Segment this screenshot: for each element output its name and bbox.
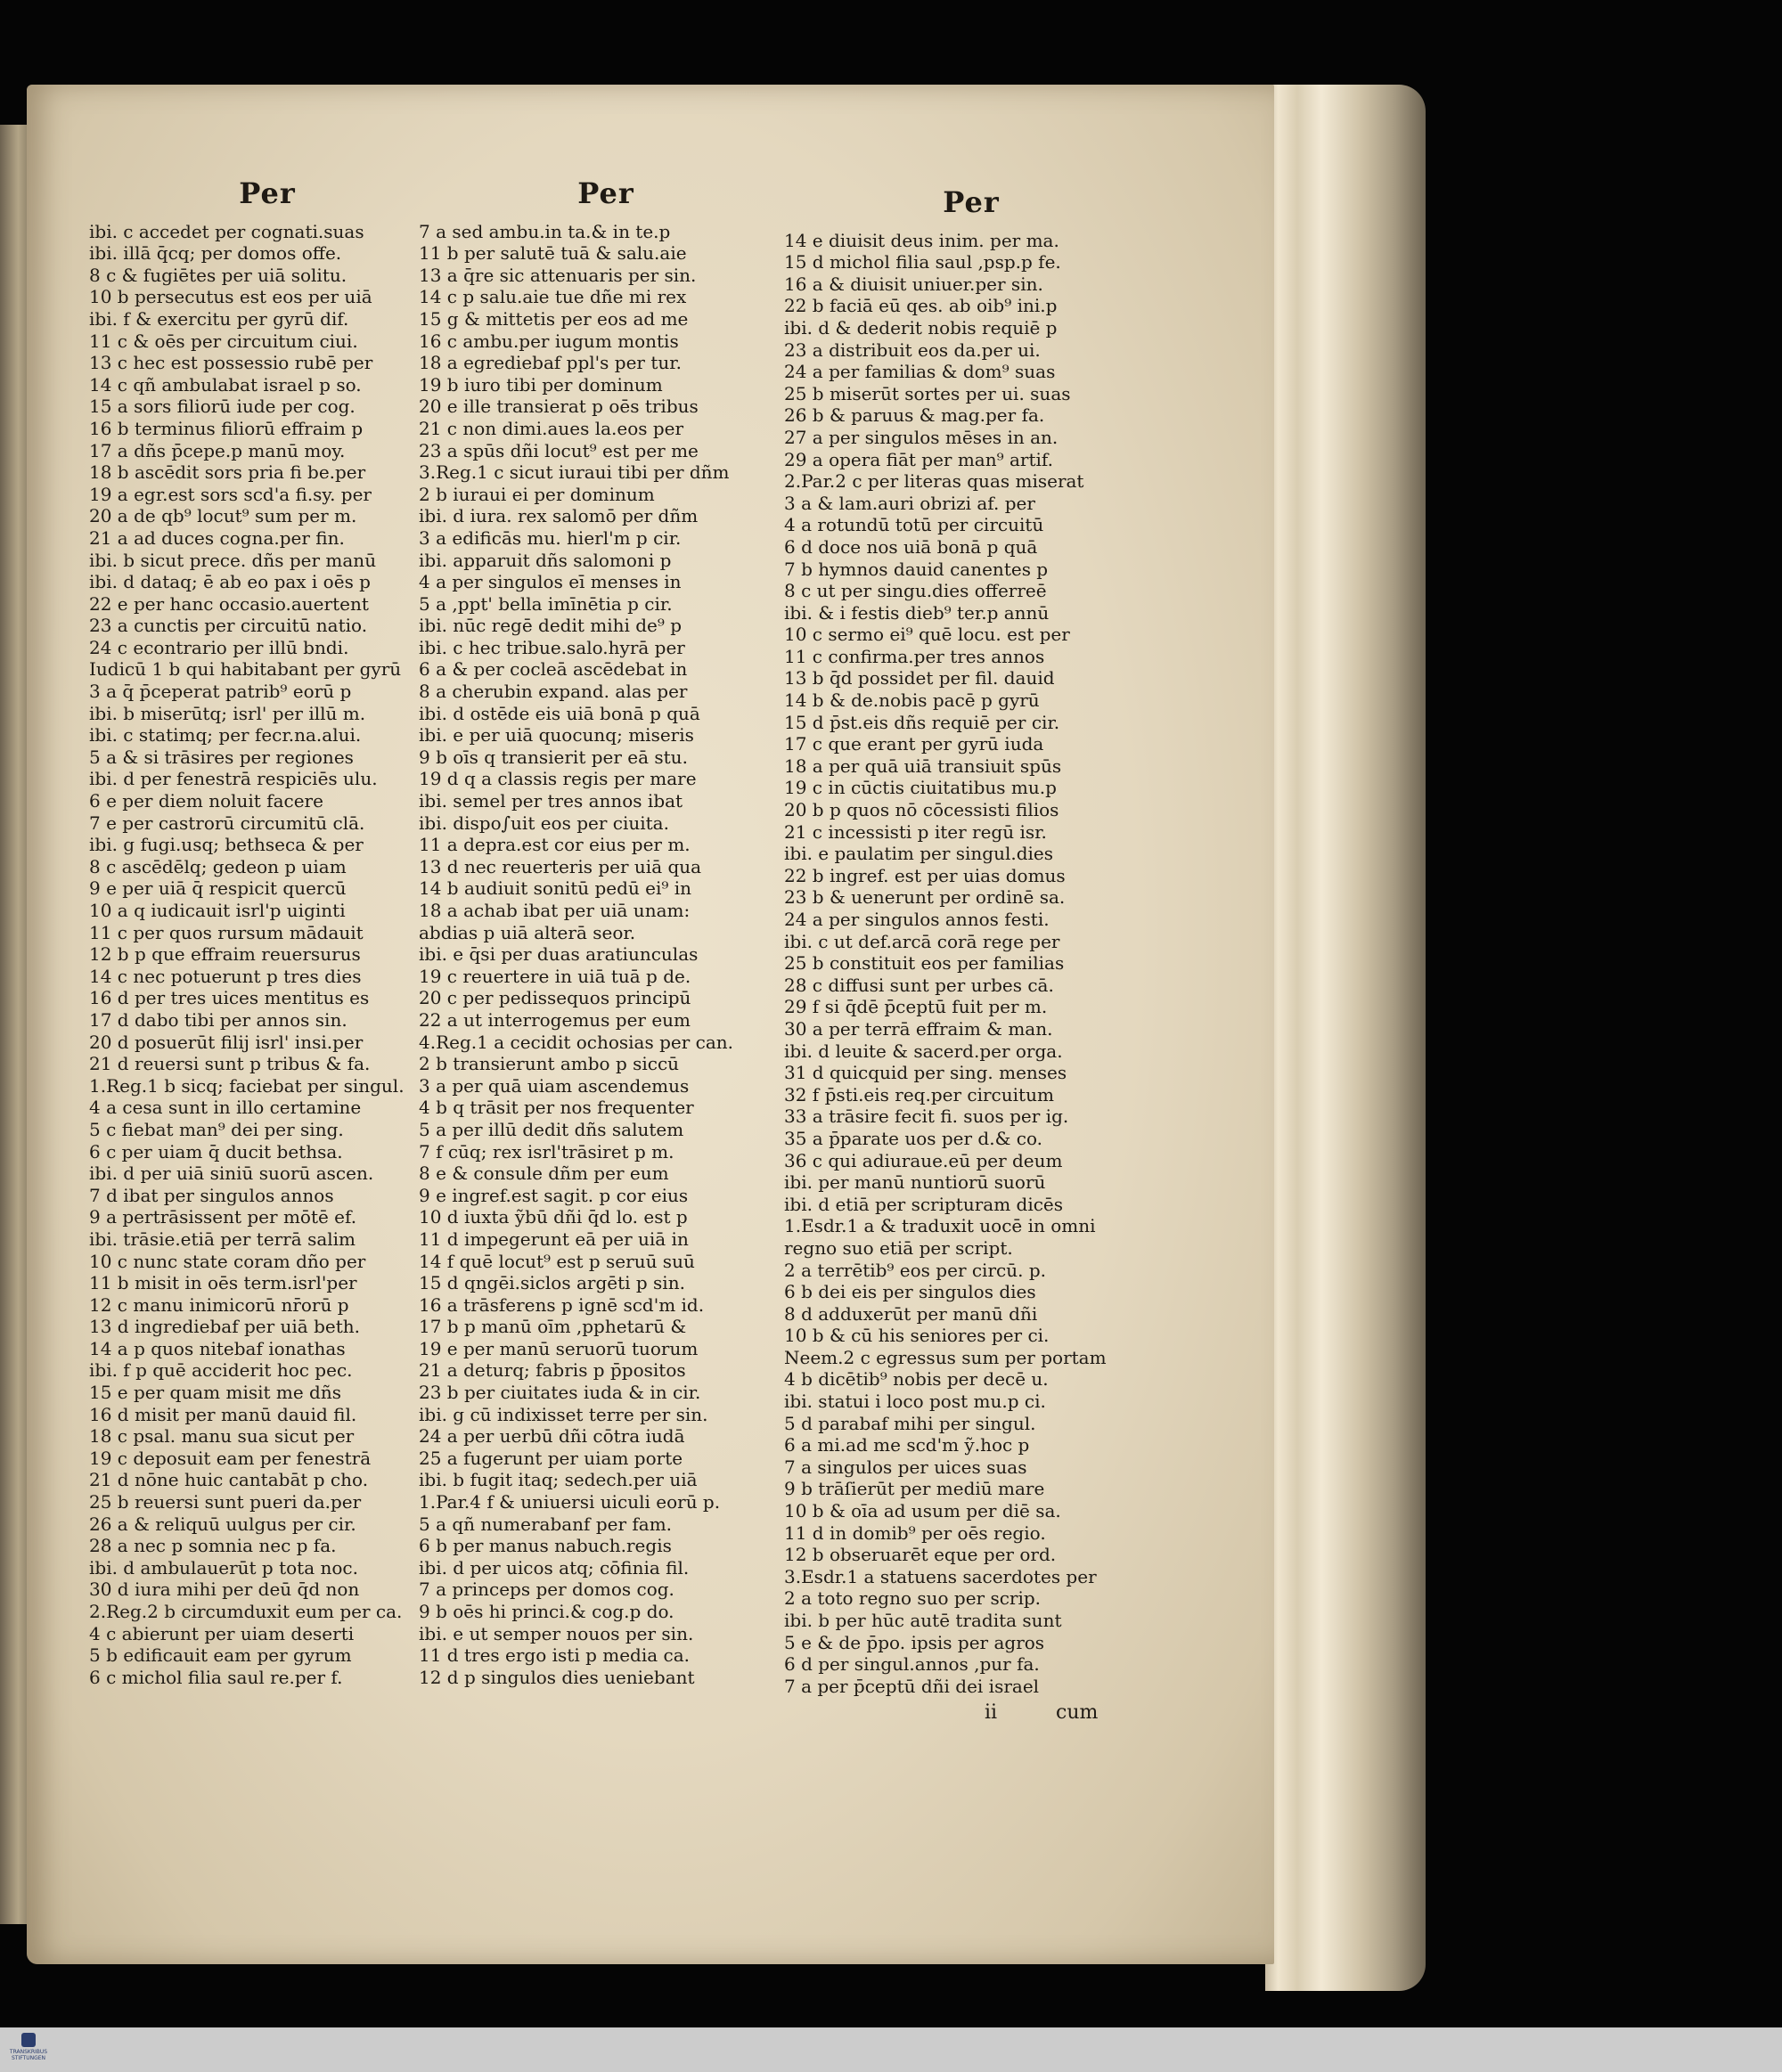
index-entry: 1.Par.4 f & uniuersi uiculi eorū p.: [419, 1491, 721, 1513]
index-entry: ibi. d ostēde eis uiā bonā p quā: [419, 702, 700, 724]
index-entry: ibi. b miserūtq; isrl' per illū m.: [89, 702, 366, 724]
index-entry: 13 c hec est possessio rubē per: [89, 352, 373, 374]
index-entry: 6 e per diem noluit facere: [89, 790, 323, 812]
library-logo[interactable]: [7, 2031, 50, 2068]
index-entry: ibi. apparuit dñs salomoni p: [419, 549, 672, 571]
index-entry: 16 a & diuisit uniuer.per sin.: [784, 273, 1043, 295]
index-entry: ibi. b per hūc autē tradita sunt: [784, 1610, 1062, 1631]
index-entry: ibi. d & dederit nobis requiē p: [784, 316, 1058, 339]
index-entry: 26 b & paruus & mag.per fa.: [784, 404, 1045, 427]
index-entry: 4 a rotundū totū per circuitū: [784, 514, 1044, 536]
index-entry: 21 c non dimi.aues la.eos per: [419, 417, 684, 439]
index-entry: 15 e per quam misit me dñs: [89, 1382, 342, 1404]
index-entry: ibi. e paulatim per singul.dies: [784, 843, 1054, 865]
logo-text-2: STIFTUNGEN: [11, 2055, 46, 2061]
index-entry: ibi. d iura. rex salomō per dñm: [419, 505, 699, 527]
index-entry: 9 b oīs q transierit per eā stu.: [419, 746, 688, 768]
index-entry: 3 a edificās mu. hierl'm p cir.: [419, 526, 682, 549]
index-entry: ibi. c hec tribue.salo.hyrā per: [419, 636, 685, 658]
index-entry: ibi. g cū indixisset terre per sin.: [419, 1403, 708, 1425]
index-entry: 33 a trāsire fecit fi. suos per ig.: [784, 1105, 1069, 1128]
index-entry: 17 a dñs p̄cepe.p manū moy.: [89, 439, 346, 461]
index-entry: 21 d nōne huic cantabāt p cho.: [89, 1469, 369, 1491]
index-entry: 5 a qñ numerabanf per fam.: [419, 1513, 673, 1535]
index-entry: 15 d michol filia saul ,psp.p fe.: [784, 251, 1061, 273]
index-entry: 4 b q trāsit per nos frequenter: [419, 1097, 694, 1119]
index-entry: 21 c incessisti p iter regū isr.: [784, 820, 1047, 843]
index-entry: ibi. nūc regē dedit mihi de⁹ p: [419, 615, 683, 637]
index-entry: 13 a q̄re sic attenuaris per sin.: [419, 264, 697, 286]
index-entry: 8 a cherubin expand. alas per: [419, 681, 688, 703]
index-entry: 10 c sermo ei⁹ quē locu. est per: [784, 624, 1070, 646]
index-entry: 3.Reg.1 c sicut iuraui tibi per dñm: [419, 461, 730, 484]
index-entry: ibi. d dataq; ē ab eo pax i oēs p: [89, 571, 371, 593]
index-entry: 24 a per familias & dom⁹ suas: [784, 361, 1056, 383]
index-entry: 7 a singulos per uices suas: [784, 1456, 1027, 1478]
index-entry: 8 d adduxerūt per manū dñi: [784, 1302, 1038, 1325]
index-entry: 15 a sors filiorū iude per cog.: [89, 396, 356, 418]
index-entry: 9 b oēs hi princi.& cog.p do.: [419, 1601, 674, 1622]
index-entry: 3 a q̄ p̄ceperat patrib⁹ eorū p: [89, 681, 352, 703]
index-entry: 21 d reuersi sunt p tribus & fa.: [89, 1053, 371, 1075]
index-entry: 3 a & lam.auri obrizi af. per: [784, 492, 1035, 514]
index-entry: 28 c diffusi sunt per urbes cā.: [784, 974, 1054, 996]
index-entry: 7 a per p̄ceptū dñi dei israel: [784, 1675, 1040, 1697]
column-lines: [419, 221, 793, 1689]
index-entry: Neem.2 c egressus sum per portam: [784, 1346, 1107, 1368]
index-entry: 19 c deposuit eam per fenestrā: [89, 1447, 372, 1469]
index-entry: ibi. dispo∫uit eos per ciuita.: [419, 812, 669, 834]
index-entry: 15 d qngēi.siclos argēti p sin.: [419, 1272, 685, 1294]
index-entry: 2 a terrētib⁹ eos per circū. p.: [784, 1259, 1046, 1281]
index-entry: 8 e & consule dñm per eum: [419, 1162, 669, 1185]
index-column-1: [89, 176, 446, 1688]
column-lines: [784, 230, 1158, 1698]
index-entry: 23 a spūs dñi locut⁹ est per me: [419, 439, 699, 461]
index-entry: ibi. semel per tres annos ibat: [419, 790, 683, 812]
index-entry: 7 e per castrorū circumitū clā.: [89, 812, 365, 834]
index-entry: 13 d ingrediebaf per uiā beth.: [89, 1316, 360, 1338]
index-entry: 2 b transierunt ambo p siccū: [419, 1053, 680, 1075]
index-entry: 21 a deturq; fabris p p̄positos: [419, 1359, 686, 1382]
index-entry: 5 b edificauit eam per gyrum: [89, 1644, 352, 1667]
index-entry: 8 c & fugiētes per uiā solitu.: [89, 264, 347, 286]
index-entry: 25 b reuersi sunt pueri da.per: [89, 1491, 362, 1513]
index-entry: 8 c ut per singu.dies offerreē: [784, 580, 1047, 602]
index-entry: 22 b faciā eū qes. ab oib⁹ ini.p: [784, 295, 1058, 317]
index-entry: 19 a egr.est sors scd'a fi.sy. per: [89, 483, 372, 505]
index-entry: 14 c qñ ambulabat israel p so.: [89, 373, 362, 396]
index-entry: 4 a per singulos eī menses in: [419, 571, 682, 593]
index-entry: 11 c per quos rursum mādauit: [89, 921, 364, 943]
index-entry: 20 e ille transierat p oēs tribus: [419, 396, 699, 418]
index-entry: 7 a sed ambu.in ta.& in te.p: [419, 220, 671, 242]
index-entry: 12 c manu inimicorū nr̄orū p: [89, 1293, 349, 1316]
index-entry: 19 c reuertere in uiā tuā p de.: [419, 965, 691, 987]
index-entry: 10 a q iudicauit isrl'p uiginti: [89, 900, 346, 921]
index-entry: 11 b misit in oēs term.isrl'per: [89, 1272, 357, 1294]
column-lines: [89, 221, 446, 1689]
index-entry: 11 d tres ergo isti p media ca.: [419, 1644, 690, 1667]
page-stack-edge: [1265, 85, 1426, 1991]
index-entry: regno suo etiā per script.: [784, 1236, 1013, 1259]
index-entry: 16 d per tres uices mentitus es: [89, 987, 370, 1009]
index-entry: 17 d dabo tibi per annos sin.: [89, 1008, 347, 1031]
index-entry: 9 e ingref.est sagit. p cor eius: [419, 1184, 689, 1206]
index-entry: 26 a & reliquū uulgus per cir.: [89, 1513, 356, 1535]
index-entry: Iudicū 1 b qui habitabant per gyrū: [89, 658, 402, 681]
index-entry: 24 a per uerbū dñi cōtra iudā: [419, 1425, 685, 1448]
index-entry: 2 a toto regno suo per scrip.: [784, 1587, 1042, 1610]
index-entry: 13 b q̄d possidet per fil. dauid: [784, 667, 1055, 689]
index-entry: 22 a ut interrogemus per eum: [419, 1008, 691, 1031]
index-entry: ibi. b sicut prece. dñs per manū: [89, 549, 377, 571]
index-entry: ibi. d per uicos atq; cōfinia fil.: [419, 1556, 690, 1578]
index-entry: 28 a nec p somnia nec p fa.: [89, 1535, 337, 1557]
catchword: cum: [1056, 1701, 1099, 1724]
index-entry: 14 f quē locut⁹ est p seruū suū: [419, 1250, 695, 1272]
logo-icon: [21, 2033, 36, 2047]
index-entry: 17 c que erant per gyrū iuda: [784, 733, 1044, 755]
column-header: Per: [943, 185, 1000, 219]
index-entry: 12 b p que effraim reuersurus: [89, 943, 361, 966]
index-entry: 8 c ascēdēlq; gedeon p uiam: [89, 855, 347, 877]
index-entry: 18 c psal. manu sua sicut per: [89, 1425, 355, 1448]
index-entry: ibi. c accedet per cognati.suas: [89, 220, 364, 242]
index-entry: 14 b & de.nobis pacē p gyrū: [784, 689, 1040, 712]
index-entry: 36 c qui adiurauе.eū per deum: [784, 1149, 1063, 1171]
index-entry: 32 f p̄sti.eis req.per circuitum: [784, 1083, 1054, 1105]
index-entry: 6 d per singul.annos ,pur fa.: [784, 1653, 1040, 1676]
index-entry: 6 c michol filia saul re.per f.: [89, 1666, 343, 1688]
index-entry: 19 e per manū seruorū tuorum: [419, 1337, 699, 1359]
index-entry: 1.Esdr.1 a & traduxit uocē in omni: [784, 1215, 1096, 1237]
index-entry: ibi. & i festis dieb⁹ ter.p annū: [784, 601, 1050, 624]
index-entry: 21 a ad duces cogna.per fin.: [89, 526, 345, 549]
index-column-2: [419, 176, 793, 1688]
index-entry: 10 b persecutus est eos per uiā: [89, 286, 372, 308]
index-entry: 4 b dicētib⁹ nobis per decē u.: [784, 1368, 1049, 1391]
index-entry: 29 f si q̄dē p̄ceptū fuit per m.: [784, 996, 1048, 1018]
index-entry: 10 d iuxta ỹbū dñi q̄d lo. est p: [419, 1206, 688, 1228]
index-entry: 7 b hymnos dauid canentes p: [784, 558, 1049, 580]
index-entry: 25 a fugerunt per uiam porte: [419, 1447, 683, 1469]
index-entry: 7 a princeps per domos cog.: [419, 1578, 674, 1601]
index-entry: 19 b iuro tibi per dominum: [419, 373, 663, 396]
index-entry: 30 a per terrā effraim & man.: [784, 1017, 1053, 1040]
index-entry: 7 f cūq; rex isrl'trāsiret p m.: [419, 1140, 674, 1162]
index-entry: ibi. c statimq; per fecr.na.alui.: [89, 724, 362, 746]
index-entry: 22 b ingref. est per uias domus: [784, 864, 1066, 886]
index-entry: 1.Reg.1 b sicq; faciebat per singul.: [89, 1074, 405, 1097]
index-entry: 5 a per illū dedit dñs salutem: [419, 1118, 684, 1140]
index-entry: ibi. illā q̄cq; per domos offe.: [89, 242, 342, 265]
index-entry: 5 e & de p̄po. ipsis per agros: [784, 1631, 1045, 1653]
index-entry: 20 d posuerūt filij isrl' insi.per: [89, 1031, 364, 1053]
index-entry: 11 b per salutē tuā & salu.aie: [419, 242, 687, 265]
index-entry: 23 a cunctis per circuitū natio.: [89, 615, 368, 637]
index-entry: ibi. f & exercitu per gyrū dif.: [89, 307, 349, 330]
index-entry: 16 c ambu.per iugum montis: [419, 330, 679, 352]
column-header: Per: [577, 176, 634, 210]
index-entry: ibi. statui i loco post mu.p ci.: [784, 1391, 1046, 1413]
index-entry: 19 c in cūctis ciuitatibus mu.p: [784, 777, 1057, 799]
logo-text-1: TRANSKRIBUS: [9, 2049, 48, 2055]
index-entry: ibi. trāsie.etiā per terrā salim: [89, 1228, 356, 1250]
index-entry: 25 b constituit eos per familias: [784, 952, 1065, 975]
index-entry: 20 c per pedissequos principū: [419, 987, 691, 1009]
index-entry: 19 d q a classis regis per mare: [419, 768, 697, 790]
index-entry: 10 c nunc state coram dño per: [89, 1250, 366, 1272]
index-entry: 30 d iura mihi per deū q̄d non: [89, 1578, 360, 1601]
index-entry: 4.Reg.1 a cecidit ochosias per can.: [419, 1031, 734, 1053]
index-entry: ibi. d per fenestrā respiciēs ulu.: [89, 768, 378, 790]
index-entry: 23 b per ciuitates iuda & in cir.: [419, 1382, 701, 1404]
column-header: Per: [239, 176, 296, 210]
index-entry: ibi. c ut def.arcā corā rege per: [784, 930, 1060, 952]
index-entry: 13 d nec reuerteris per uiā qua: [419, 855, 702, 877]
index-entry: 27 a per singulos mēses in an.: [784, 426, 1059, 448]
index-entry: 7 d ibat per singulos annos: [89, 1184, 334, 1206]
index-entry: 2.Par.2 c per literas quas miserat: [784, 470, 1084, 493]
index-entry: 2.Reg.2 b circumduxit eum per ca.: [89, 1601, 403, 1622]
index-entry: 15 g & mittetis per eos ad me: [419, 307, 689, 330]
index-entry: 17 b p manū oīm ,pphetarū &: [419, 1316, 687, 1338]
index-entry: 5 d parabaf mihi per singul.: [784, 1412, 1036, 1434]
index-entry: ibi. e per uiā quocunq; miseris: [419, 724, 694, 746]
index-entry: 31 d quicquid per sing. menses: [784, 1062, 1067, 1084]
index-entry: 12 d p singulos dies ueniebant: [419, 1666, 695, 1688]
index-entry: 6 a mi.ad me scd'm ỹ.hoc p: [784, 1434, 1030, 1456]
index-entry: 11 c & oēs per circuitum ciui.: [89, 330, 358, 352]
index-entry: 20 b p quos nō cōcessisti filios: [784, 799, 1059, 821]
index-entry: 14 a p quos nitebaf ionathas: [89, 1337, 346, 1359]
index-entry: 12 b obseruarēt eque per ord.: [784, 1544, 1057, 1566]
index-entry: 16 a trāsferens p ignē scd'm id.: [419, 1293, 705, 1316]
index-entry: 11 a depra.est cor eius per m.: [419, 834, 691, 856]
index-entry: 25 b miserūt sortes per ui. suas: [784, 382, 1071, 404]
index-entry: 3.Esdr.1 a statuens sacerdotes per: [784, 1565, 1097, 1587]
index-entry: ibi. d leuite & sacerd.per orga.: [784, 1040, 1063, 1062]
index-entry: 14 c nec potuerunt p tres dies: [89, 965, 362, 987]
index-entry: 22 e per hanc occasio.auertent: [89, 592, 369, 615]
index-entry: ibi. e q̄si per duas aratiunculas: [419, 943, 699, 966]
bottom-bar: [0, 2027, 1782, 2072]
index-entry: 6 c per uiam q̄ ducit bethsa.: [89, 1140, 343, 1162]
index-entry: 23 a distribuit eos da.per ui.: [784, 339, 1041, 361]
index-entry: 11 c confirma.per tres annos: [784, 645, 1045, 667]
index-entry: 14 e diuisit deus inim. per ma.: [784, 229, 1059, 251]
index-entry: ibi. f p quē acciderit hoc pec.: [89, 1359, 353, 1382]
index-entry: ibi. d etiā per scripturam dicēs: [784, 1193, 1064, 1215]
left-page-edge: [0, 125, 30, 1924]
index-entry: 15 d p̄st.eis dñs requiē per cir.: [784, 711, 1060, 733]
index-entry: 5 a & si trāsires per regiones: [89, 746, 354, 768]
index-entry: 35 a p̄parate uos per d.& co.: [784, 1127, 1042, 1149]
index-entry: 9 a pertrāsissent per mōtē ef.: [89, 1206, 357, 1228]
index-entry: 6 b per manus nabuch.regis: [419, 1535, 672, 1557]
index-entry: ibi. d ambulauerūt p tota noc.: [89, 1556, 358, 1578]
index-entry: 14 c p salu.aie tue dñe mi rex: [419, 286, 687, 308]
index-entry: 16 d misit per manū dauid fil.: [89, 1403, 357, 1425]
index-entry: 10 b & oīa ad usum per diē sa.: [784, 1500, 1061, 1522]
index-entry: 6 d doce nos uiā bonā p quā: [784, 535, 1038, 558]
signature-mark: ii: [985, 1701, 998, 1724]
index-entry: ibi. b fugit itaq; sedech.per uiā: [419, 1469, 698, 1491]
index-entry: 10 b & cū his seniores per ci.: [784, 1325, 1050, 1347]
index-entry: ibi. d per uiā siniū suorū ascen.: [89, 1162, 374, 1185]
index-entry: 3 a per quā uiam ascendemus: [419, 1074, 690, 1097]
index-entry: 5 a ,ppt' bella imīnētia p cir.: [419, 592, 673, 615]
index-entry: abdias p uiā alterā seor.: [419, 921, 636, 943]
index-entry: 2 b iuraui ei per dominum: [419, 483, 655, 505]
index-entry: 6 b dei eis per singulos dies: [784, 1281, 1036, 1303]
index-entry: 6 a & per cocleā ascēdebat in: [419, 658, 688, 681]
index-entry: 11 d in domib⁹ per oēs regio.: [784, 1521, 1046, 1544]
index-entry: ibi. per manū nuntiorū suorū: [784, 1171, 1046, 1194]
index-entry: 24 c econtrario per illū bndi.: [89, 636, 349, 658]
index-entry: 9 b trāſierūt per mediū mare: [784, 1478, 1045, 1500]
index-entry: 20 a de qb⁹ locut⁹ sum per m.: [89, 505, 357, 527]
index-entry: ibi. g fugi.usq; bethseca & per: [89, 834, 364, 856]
index-entry: 18 a achab ibat per uiā unam:: [419, 900, 691, 921]
index-column-3: [784, 185, 1158, 1697]
index-entry: 18 a per quā uiā transiuit spūs: [784, 755, 1062, 777]
index-entry: 23 b & uenerunt per ordinē sa.: [784, 886, 1066, 909]
index-entry: 29 a opera fiāt per man⁹ artif.: [784, 448, 1053, 470]
index-entry: 9 e per uiā q̄ respicit quercū: [89, 877, 347, 900]
index-entry: 18 a egrediebaf ppl's per tur.: [419, 352, 682, 374]
index-entry: 14 b audiuit sonitū pedū ei⁹ in: [419, 877, 692, 900]
index-entry: 18 b ascēdit sors pria fi be.per: [89, 461, 366, 484]
index-entry: 24 a per singulos annos festi.: [784, 909, 1050, 930]
index-entry: 16 b terminus filiorū effraim p: [89, 417, 364, 439]
index-entry: 4 a cesa sunt in illo certamine: [89, 1097, 362, 1119]
index-entry: 4 c abierunt per uiam deserti: [89, 1622, 355, 1644]
index-entry: 5 c fiebat man⁹ dei per sing.: [89, 1118, 344, 1140]
index-entry: 11 d impegerunt eā per uiā in: [419, 1228, 689, 1250]
index-entry: ibi. e ut semper nouos per sin.: [419, 1622, 694, 1644]
